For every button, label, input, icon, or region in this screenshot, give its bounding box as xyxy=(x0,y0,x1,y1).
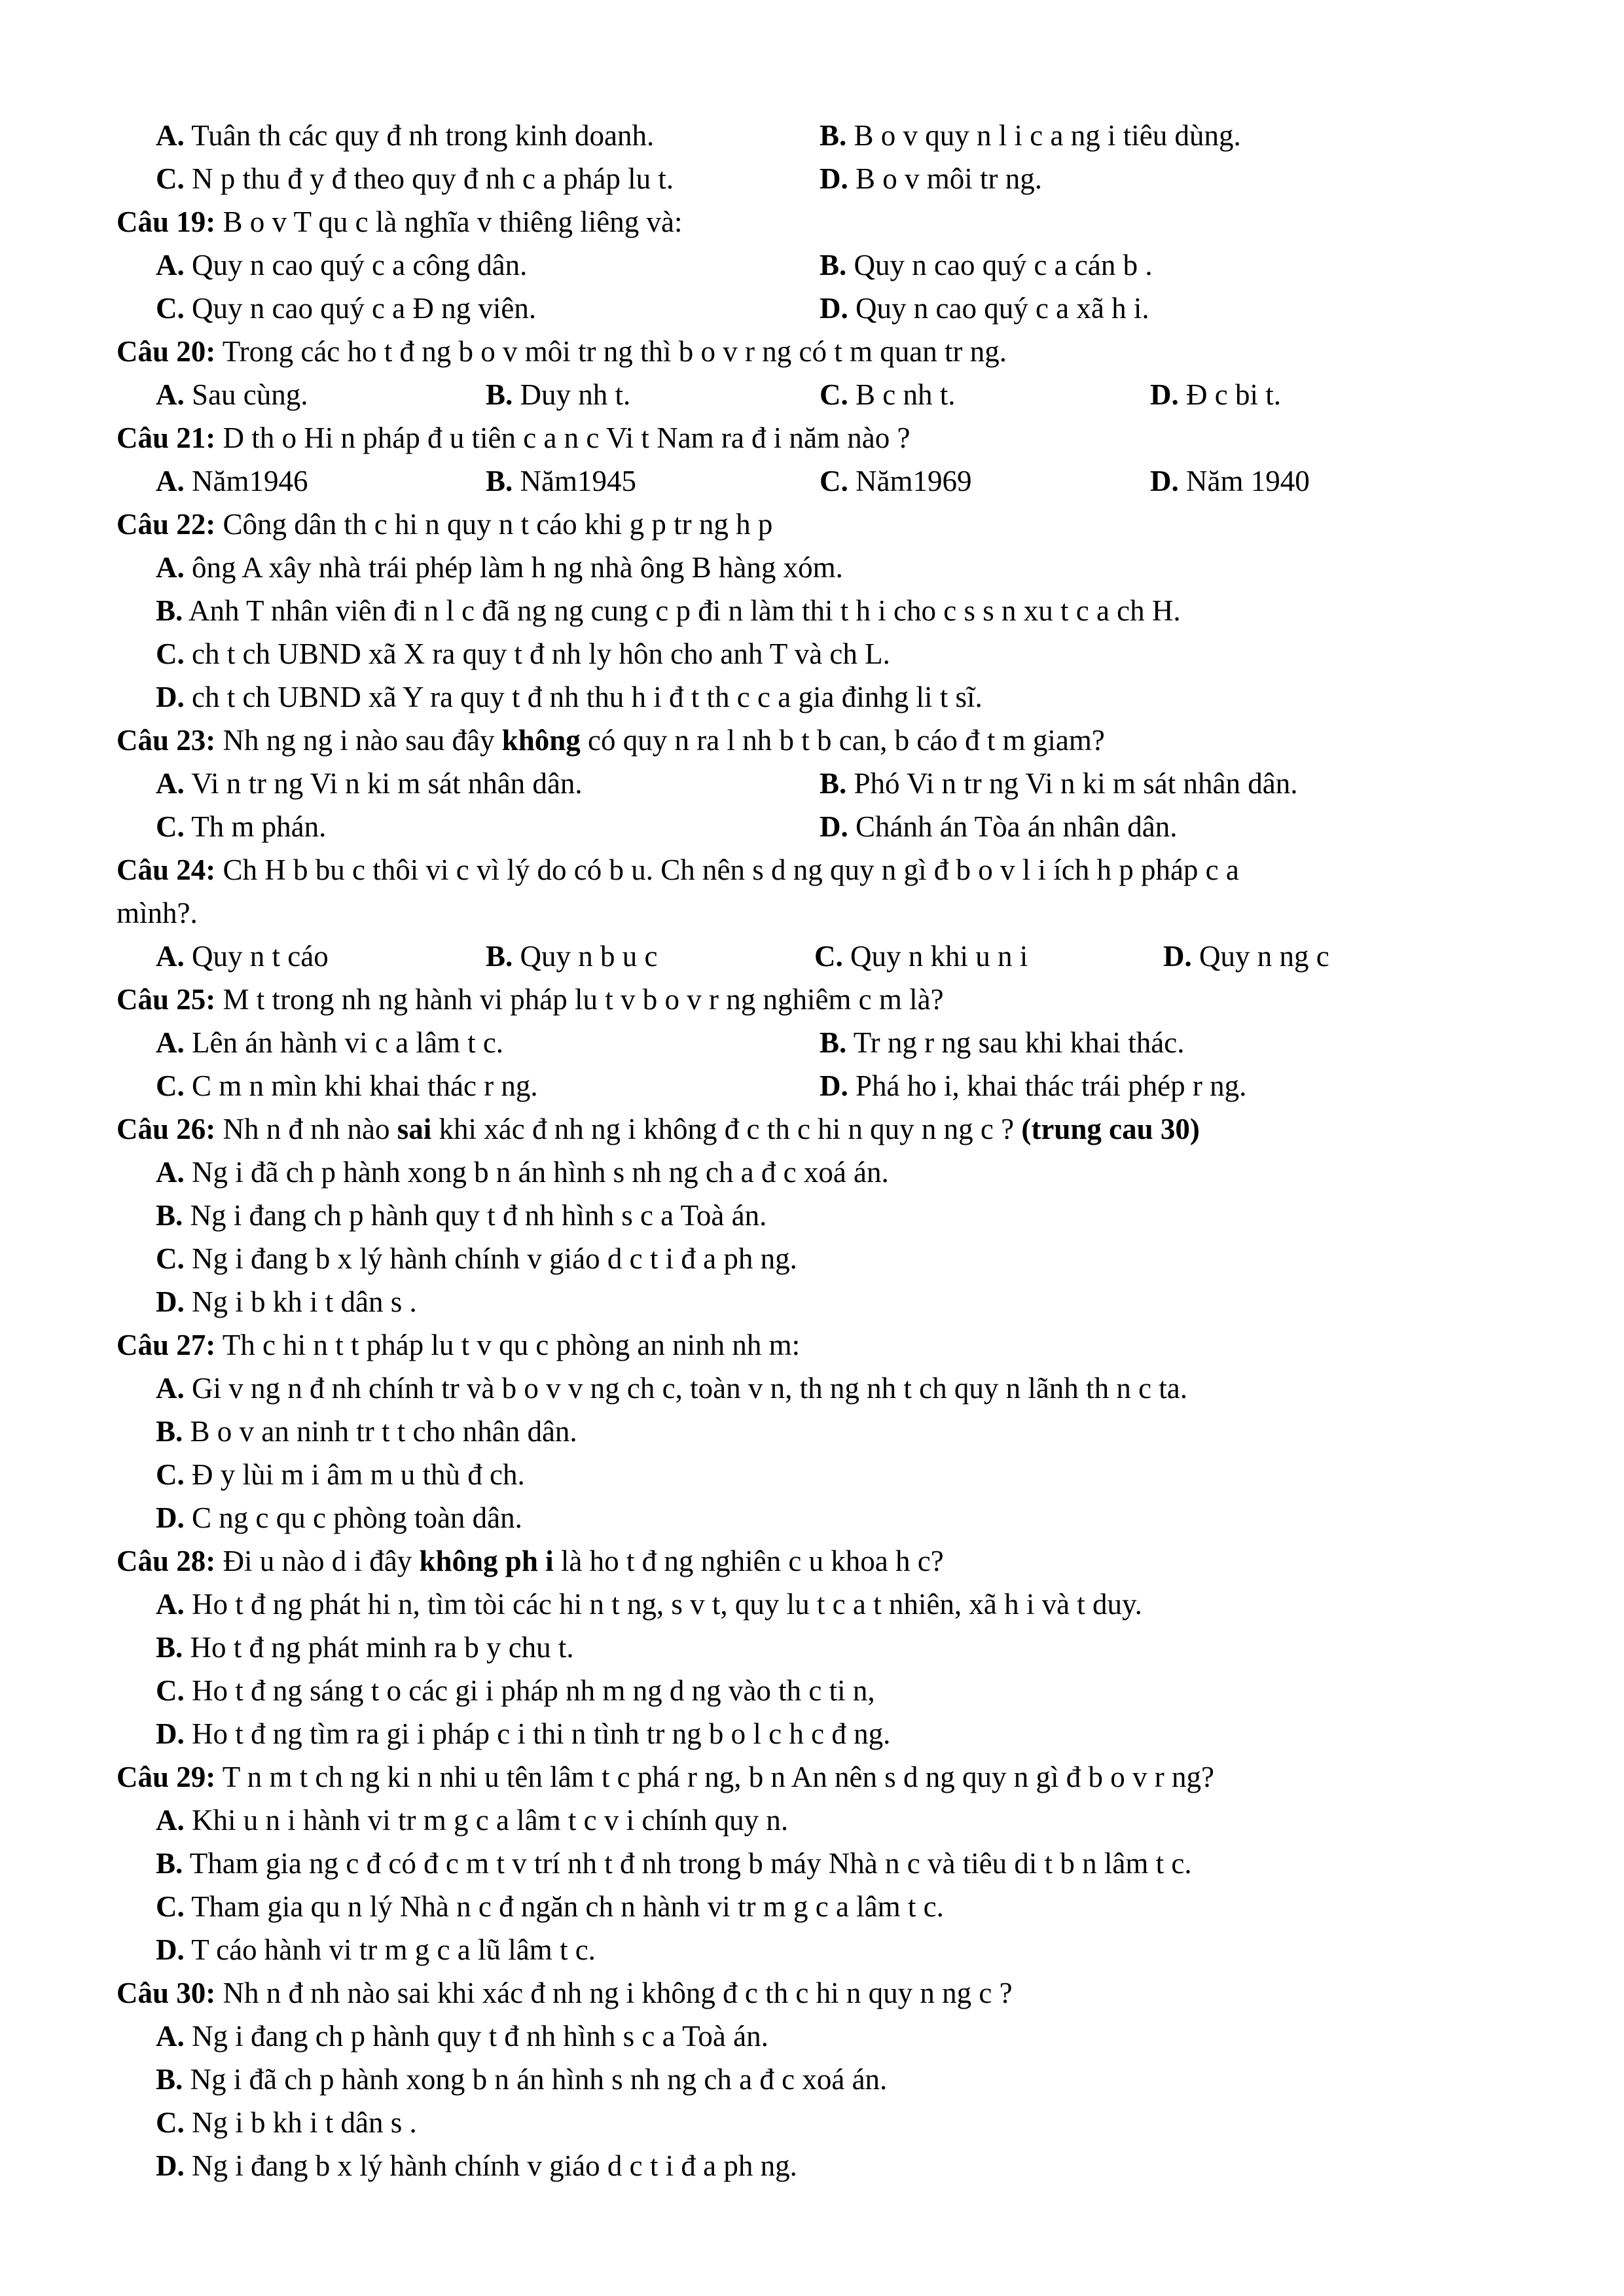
q27-option-a: A. Gi v ng n đ nh chính tr và b o v v ng ch c, toàn v n, th ng nh t ch quy n lãnh th n c ta. xyxy=(156,1372,1188,1405)
q18-option-d: D. B o v môi tr ng. xyxy=(820,162,1043,195)
q27-option-c: C. Đ y lùi m i âm m u thù đ ch. xyxy=(156,1458,525,1491)
q24-option-d: D. Quy n ng c xyxy=(1163,940,1329,973)
q23-option-d: D. Chánh án Tòa án nhân dân. xyxy=(820,810,1178,843)
q28-option-c: C. Ho t đ ng sáng t o các gi i pháp nh m ng d ng vào th c ti n, xyxy=(156,1674,875,1707)
q26-stem: Câu 26: Nh n đ nh nào sai khi xác đ nh ng i không đ c th c hi n quy n ng c ? (trung cau 30) xyxy=(117,1113,1200,1145)
q24-option-a: A. Quy n t cáo xyxy=(156,940,329,973)
q26-note: (trung cau 30) xyxy=(1021,1113,1200,1145)
q18-option-a: A. Tuân th các quy đ nh trong kinh doanh. xyxy=(156,119,655,152)
q23-option-a: A. Vi n tr ng Vi n ki m sát nhân dân. xyxy=(156,767,583,800)
q29-option-d: D. T cáo hành vi tr m g c a lũ lâm t c. xyxy=(156,1933,596,1966)
q21-stem: Câu 21: D th o Hi n pháp đ u tiên c a n c Vi t Nam ra đ i năm nào ? xyxy=(117,422,911,454)
q26-option-b: B. Ng i đang ch p hành quy t đ nh hình s c a Toà án. xyxy=(156,1199,767,1232)
q18-option-c: C. N p thu đ y đ theo quy đ nh c a pháp lu t. xyxy=(156,162,674,195)
q24-option-b: B. Quy n b u c xyxy=(486,940,658,973)
q29-option-a: A. Khi u n i hành vi tr m g c a lâm t c v i chính quy n. xyxy=(156,1804,789,1837)
q30-option-c: C. Ng i b kh i t dân s . xyxy=(156,2106,417,2139)
q18-option-b: B. B o v quy n l i c a ng i tiêu dùng. xyxy=(820,119,1241,152)
q24-stem-continued: mình?. xyxy=(117,897,198,929)
q20-option-d: D. Đ c bi t. xyxy=(1150,378,1281,411)
q23-option-c: C. Th m phán. xyxy=(156,810,327,843)
q28-option-a: A. Ho t đ ng phát hi n, tìm tòi các hi n t ng, s v t, quy lu t c a t nhiên, xã h i và t duy. xyxy=(156,1588,1142,1621)
q19-stem: Câu 19: B o v T qu c là nghĩa v thiêng liêng và: xyxy=(117,206,683,238)
q24-stem: Câu 24: Ch H b bu c thôi vi c vì lý do có b u. Ch nên s d ng quy n gì đ b o v l i ích h p pháp c a xyxy=(117,853,1239,886)
q29-stem: Câu 29: T n m t ch ng ki n nhi u tên lâm t c phá r ng, b n An nên s d ng quy n gì đ b o v r ng? xyxy=(117,1761,1214,1793)
q20-option-b: B. Duy nh t. xyxy=(486,378,631,411)
q21-option-c: C. Năm1969 xyxy=(820,465,972,497)
q21-option-b: B. Năm1945 xyxy=(486,465,636,497)
q27-option-b: B. B o v an ninh tr t t cho nhân dân. xyxy=(156,1415,577,1448)
q27-option-d: D. C ng c qu c phòng toàn dân. xyxy=(156,1501,522,1534)
q25-option-b: B. Tr ng r ng sau khi khai thác. xyxy=(820,1026,1185,1059)
q27-stem: Câu 27: Th c hi n t t pháp lu t v qu c phòng an ninh nh m: xyxy=(117,1329,801,1361)
q22-option-d: D. ch t ch UBND xã Y ra quy t đ nh thu h i đ t th c c a gia đinhg li t sĩ. xyxy=(156,681,983,713)
q22-option-b: B. Anh T nhân viên đi n l c đã ng ng cung c p đi n làm thi t h i cho c s s n xu t c a ch H. xyxy=(156,594,1181,627)
q20-option-c: C. B c nh t. xyxy=(820,378,956,411)
q29-option-c: C. Tham gia qu n lý Nhà n c đ ngăn ch n hành vi tr m g c a lâm t c. xyxy=(156,1890,944,1923)
q22-option-c: C. ch t ch UBND xã X ra quy t đ nh ly hôn cho anh T và ch L. xyxy=(156,637,890,670)
q19-option-b: B. Quy n cao quý c a cán b . xyxy=(820,249,1153,281)
q30-stem: Câu 30: Nh n đ nh nào sai khi xác đ nh ng i không đ c th c hi n quy n ng c ? xyxy=(117,1977,1013,2009)
q25-option-c: C. C m n mìn khi khai thác r ng. xyxy=(156,1069,538,1102)
q21-option-a: A. Năm1946 xyxy=(156,465,308,497)
q19-option-d: D. Quy n cao quý c a xã h i. xyxy=(820,292,1149,325)
q26-option-c: C. Ng i đang b x lý hành chính v giáo d c t i đ a ph ng. xyxy=(156,1242,797,1275)
q25-option-a: A. Lên án hành vi c a lâm t c. xyxy=(156,1026,504,1059)
q21-option-d: D. Năm 1940 xyxy=(1150,465,1310,497)
q30-option-b: B. Ng i đã ch p hành xong b n án hình s nh ng ch a đ c xoá án. xyxy=(156,2063,888,2096)
q19-option-c: C. Quy n cao quý c a Đ ng viên. xyxy=(156,292,537,325)
q22-stem: Câu 22: Công dân th c hi n quy n t cáo khi g p tr ng h p xyxy=(117,508,773,541)
q28-stem: Câu 28: Đi u nào d i đây không ph i là ho t đ ng nghiên c u khoa h c? xyxy=(117,1545,944,1577)
q26-option-a: A. Ng i đã ch p hành xong b n án hình s nh ng ch a đ c xoá án. xyxy=(156,1156,889,1189)
q20-option-a: A. Sau cùng. xyxy=(156,378,308,411)
q30-option-a: A. Ng i đang ch p hành quy t đ nh hình s c a Toà án. xyxy=(156,2020,768,2053)
q23-option-b: B. Phó Vi n tr ng Vi n ki m sát nhân dân. xyxy=(820,767,1298,800)
q24-option-c: C. Quy n khi u n i xyxy=(814,940,1028,973)
q25-stem: Câu 25: M t trong nh ng hành vi pháp lu t v b o v r ng nghiêm c m là? xyxy=(117,983,944,1016)
q19-option-a: A. Quy n cao quý c a công dân. xyxy=(156,249,528,281)
q30-option-d: D. Ng i đang b x lý hành chính v giáo d c t i đ a ph ng. xyxy=(156,2149,797,2182)
q26-option-d: D. Ng i b kh i t dân s . xyxy=(156,1285,417,1318)
q28-option-b: B. Ho t đ ng phát minh ra b y chu t. xyxy=(156,1631,574,1664)
q22-option-a: A. ông A xây nhà trái phép làm h ng nhà ông B hàng xóm. xyxy=(156,551,843,584)
q23-stem: Câu 23: Nh ng ng i nào sau đây không có quy n ra l nh b t b can, b cáo đ t m giam? xyxy=(117,724,1105,757)
q20-stem: Câu 20: Trong các ho t đ ng b o v môi tr ng thì b o v r ng có t m quan tr ng. xyxy=(117,335,1007,368)
q28-option-d: D. Ho t đ ng tìm ra gi i pháp c i thi n tình tr ng b o l c h c đ ng. xyxy=(156,1717,891,1750)
q29-option-b: B. Tham gia ng c đ có đ c m t v trí nh t đ nh trong b máy Nhà n c và tiêu di t b n lâm t c. xyxy=(156,1847,1192,1880)
q25-option-d: D. Phá ho i, khai thác trái phép r ng. xyxy=(820,1069,1247,1102)
